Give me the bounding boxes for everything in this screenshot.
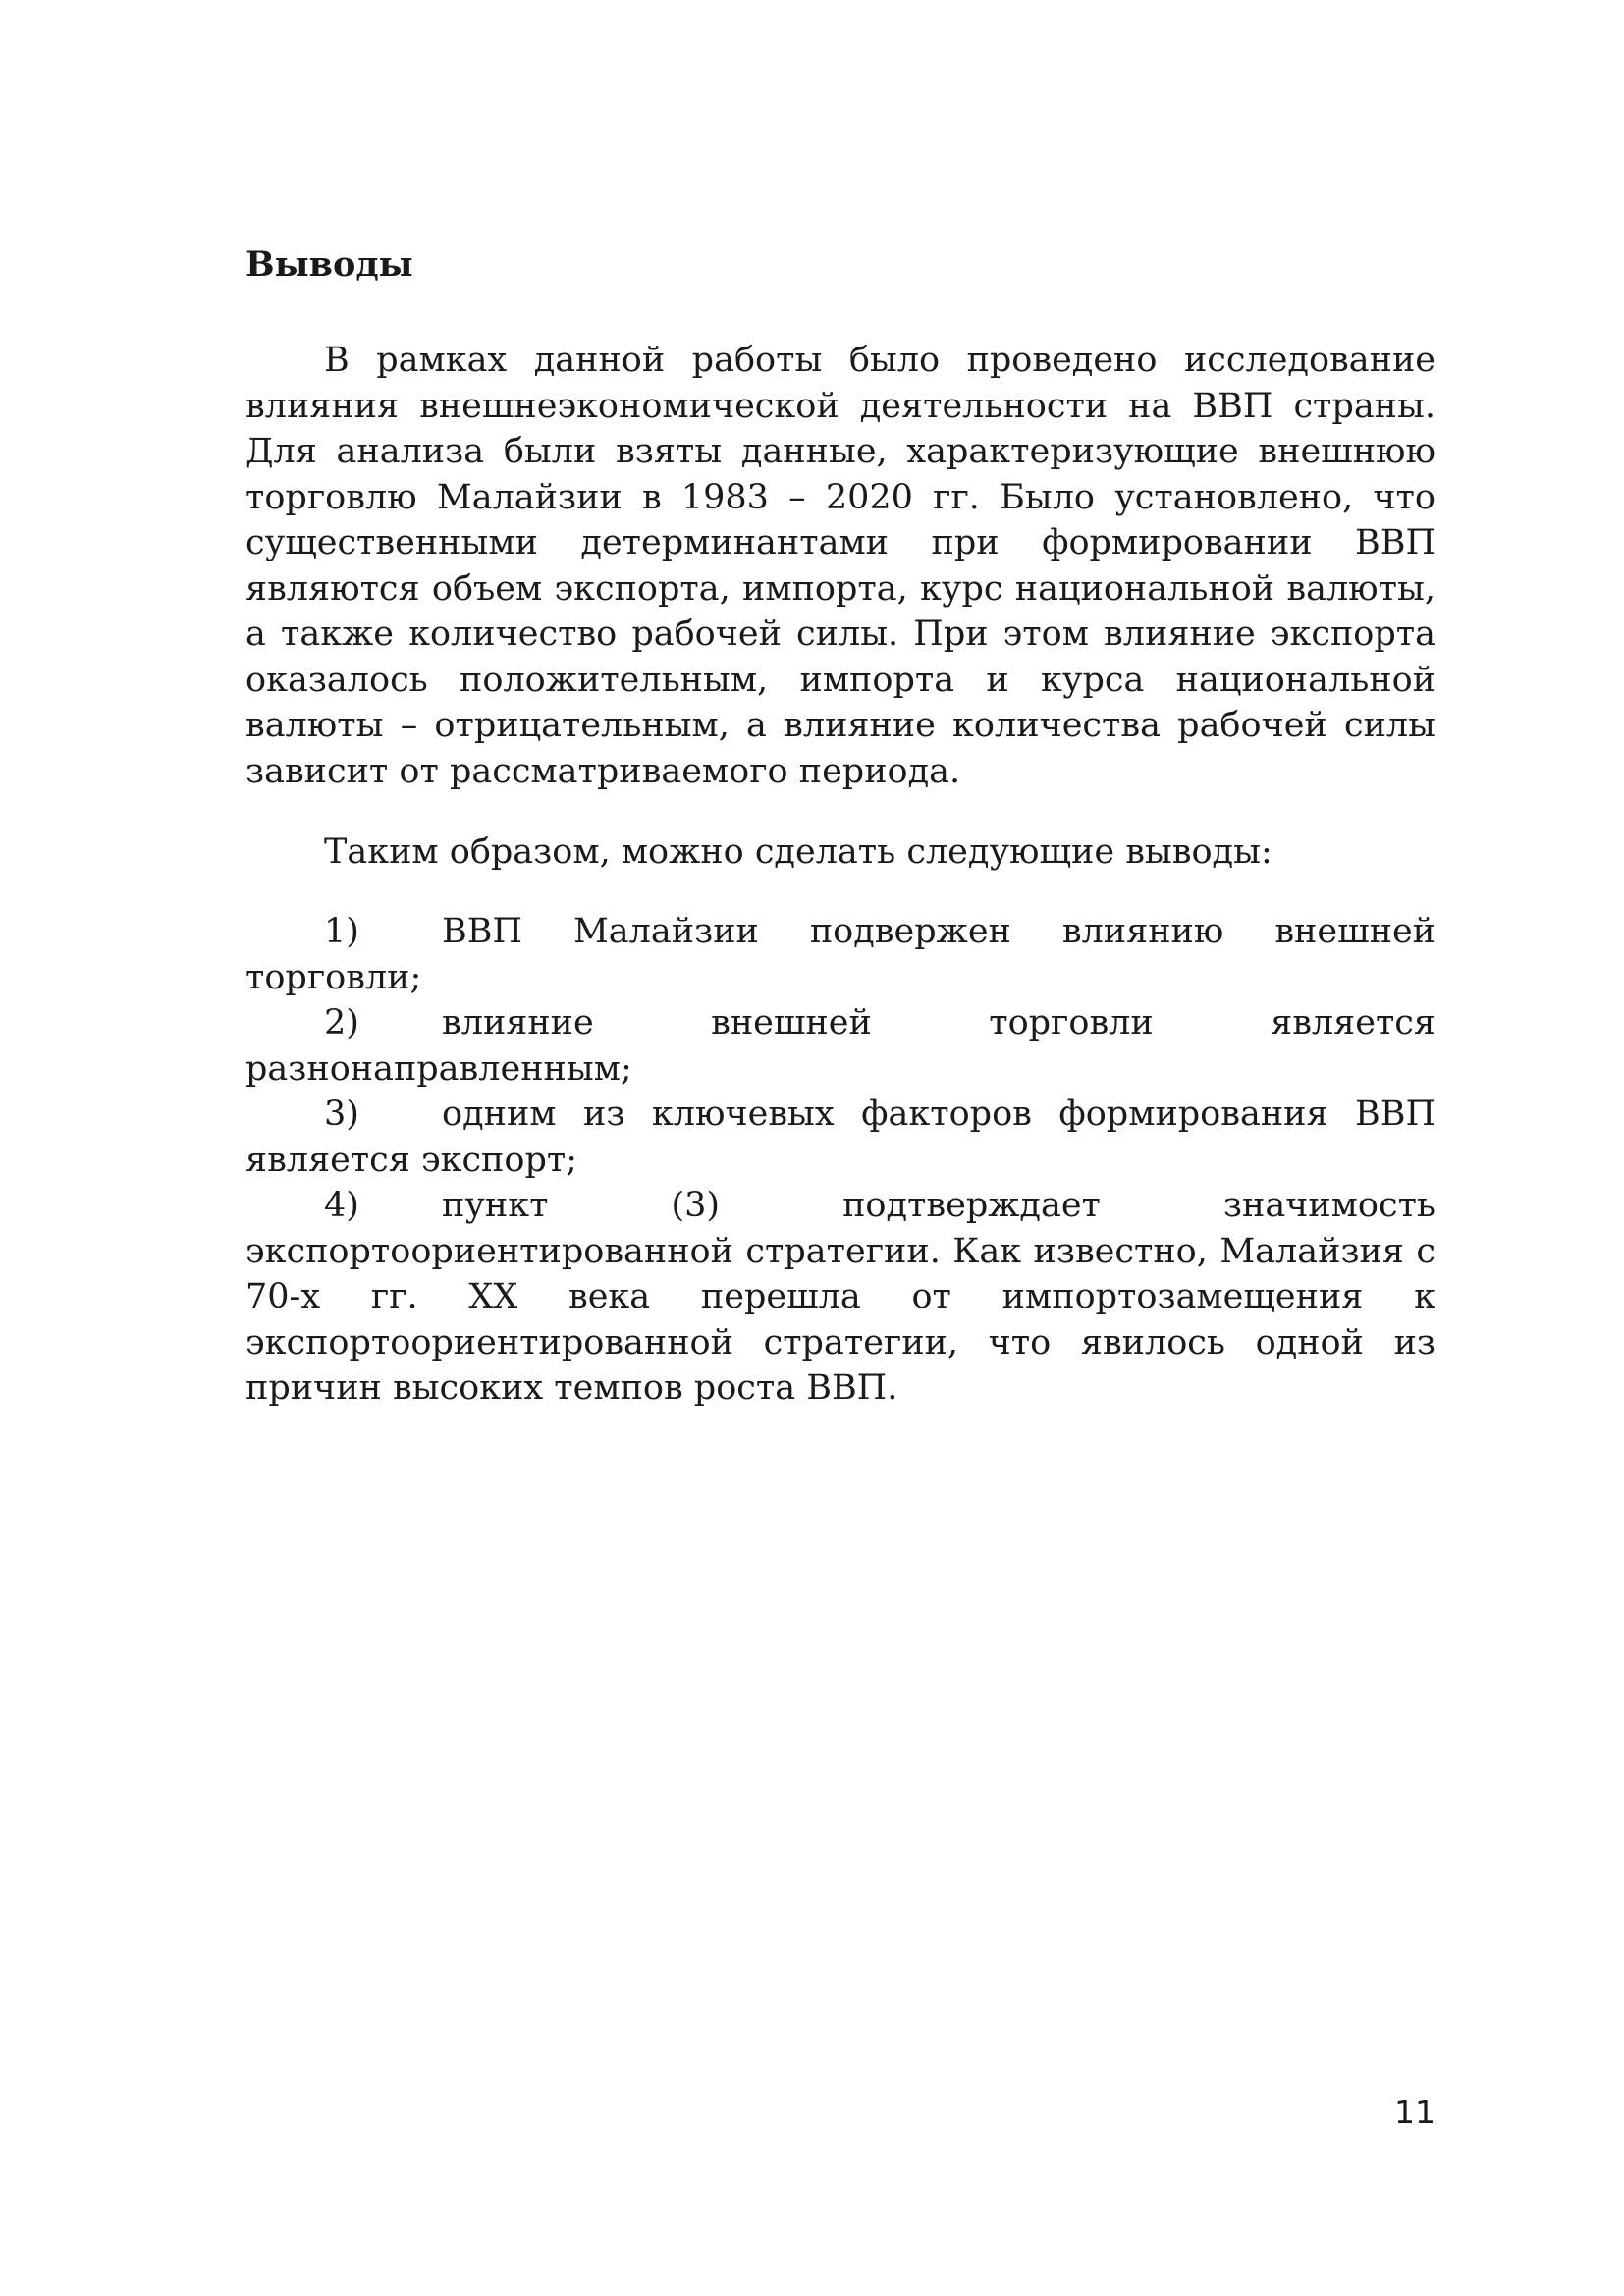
- list-item-number: 1): [324, 912, 359, 951]
- list-item-text: влияние внешней торговли является разнонаправленным;: [245, 1003, 1435, 1089]
- section-heading: Выводы: [245, 244, 413, 285]
- list-item-number: 4): [324, 1186, 359, 1225]
- list-item-number: 2): [324, 1003, 359, 1042]
- list-item: [245, 909, 1435, 1000]
- document-page: [245, 0, 1435, 2296]
- list-item: [245, 1183, 1435, 1412]
- list-item: [245, 1092, 1435, 1183]
- page-number: 11: [1394, 2093, 1435, 2131]
- list-item: [245, 1000, 1435, 1092]
- paragraph-conclusions-intro: Таким образом, можно сделать следующие выводы:: [324, 832, 1272, 872]
- list-item-text: одним из ключевых факторов формирования ВВП является экспорт;: [245, 1095, 1435, 1180]
- list-item-number: 3): [324, 1095, 359, 1134]
- list-item-text: ВВП Малайзии подвержен влиянию внешней торговли;: [245, 912, 1435, 997]
- conclusions-list: [245, 909, 1435, 1412]
- list-item-text: пункт (3) подтверждает значимость экспортоориентированной стратегии. Как известно, Малайзия с 70-х гг. XX века перешла от импортозамещения к экспортоориентированной стратегии, что явилось одной из причин высоких темпов роста ВВП.: [245, 1186, 1435, 1408]
- paragraph-summary: В рамках данной работы было проведено исследование влияния внешнеэкономической деятельности на ВВП страны. Для анализа были взяты данные, характеризующие внешнюю торговлю Малайзии в 1983 – 2020 гг. Было установлено, что существенными детерминантами при формировании ВВП являются объем экспорта, импорта, курс национальной валюты, а также количество рабочей силы. При этом влияние экспорта оказалось положительным, импорта и курса национальной валюты – отрицательным, а влияние количества рабочей силы зависит от рассматриваемого периода.: [245, 341, 1435, 791]
